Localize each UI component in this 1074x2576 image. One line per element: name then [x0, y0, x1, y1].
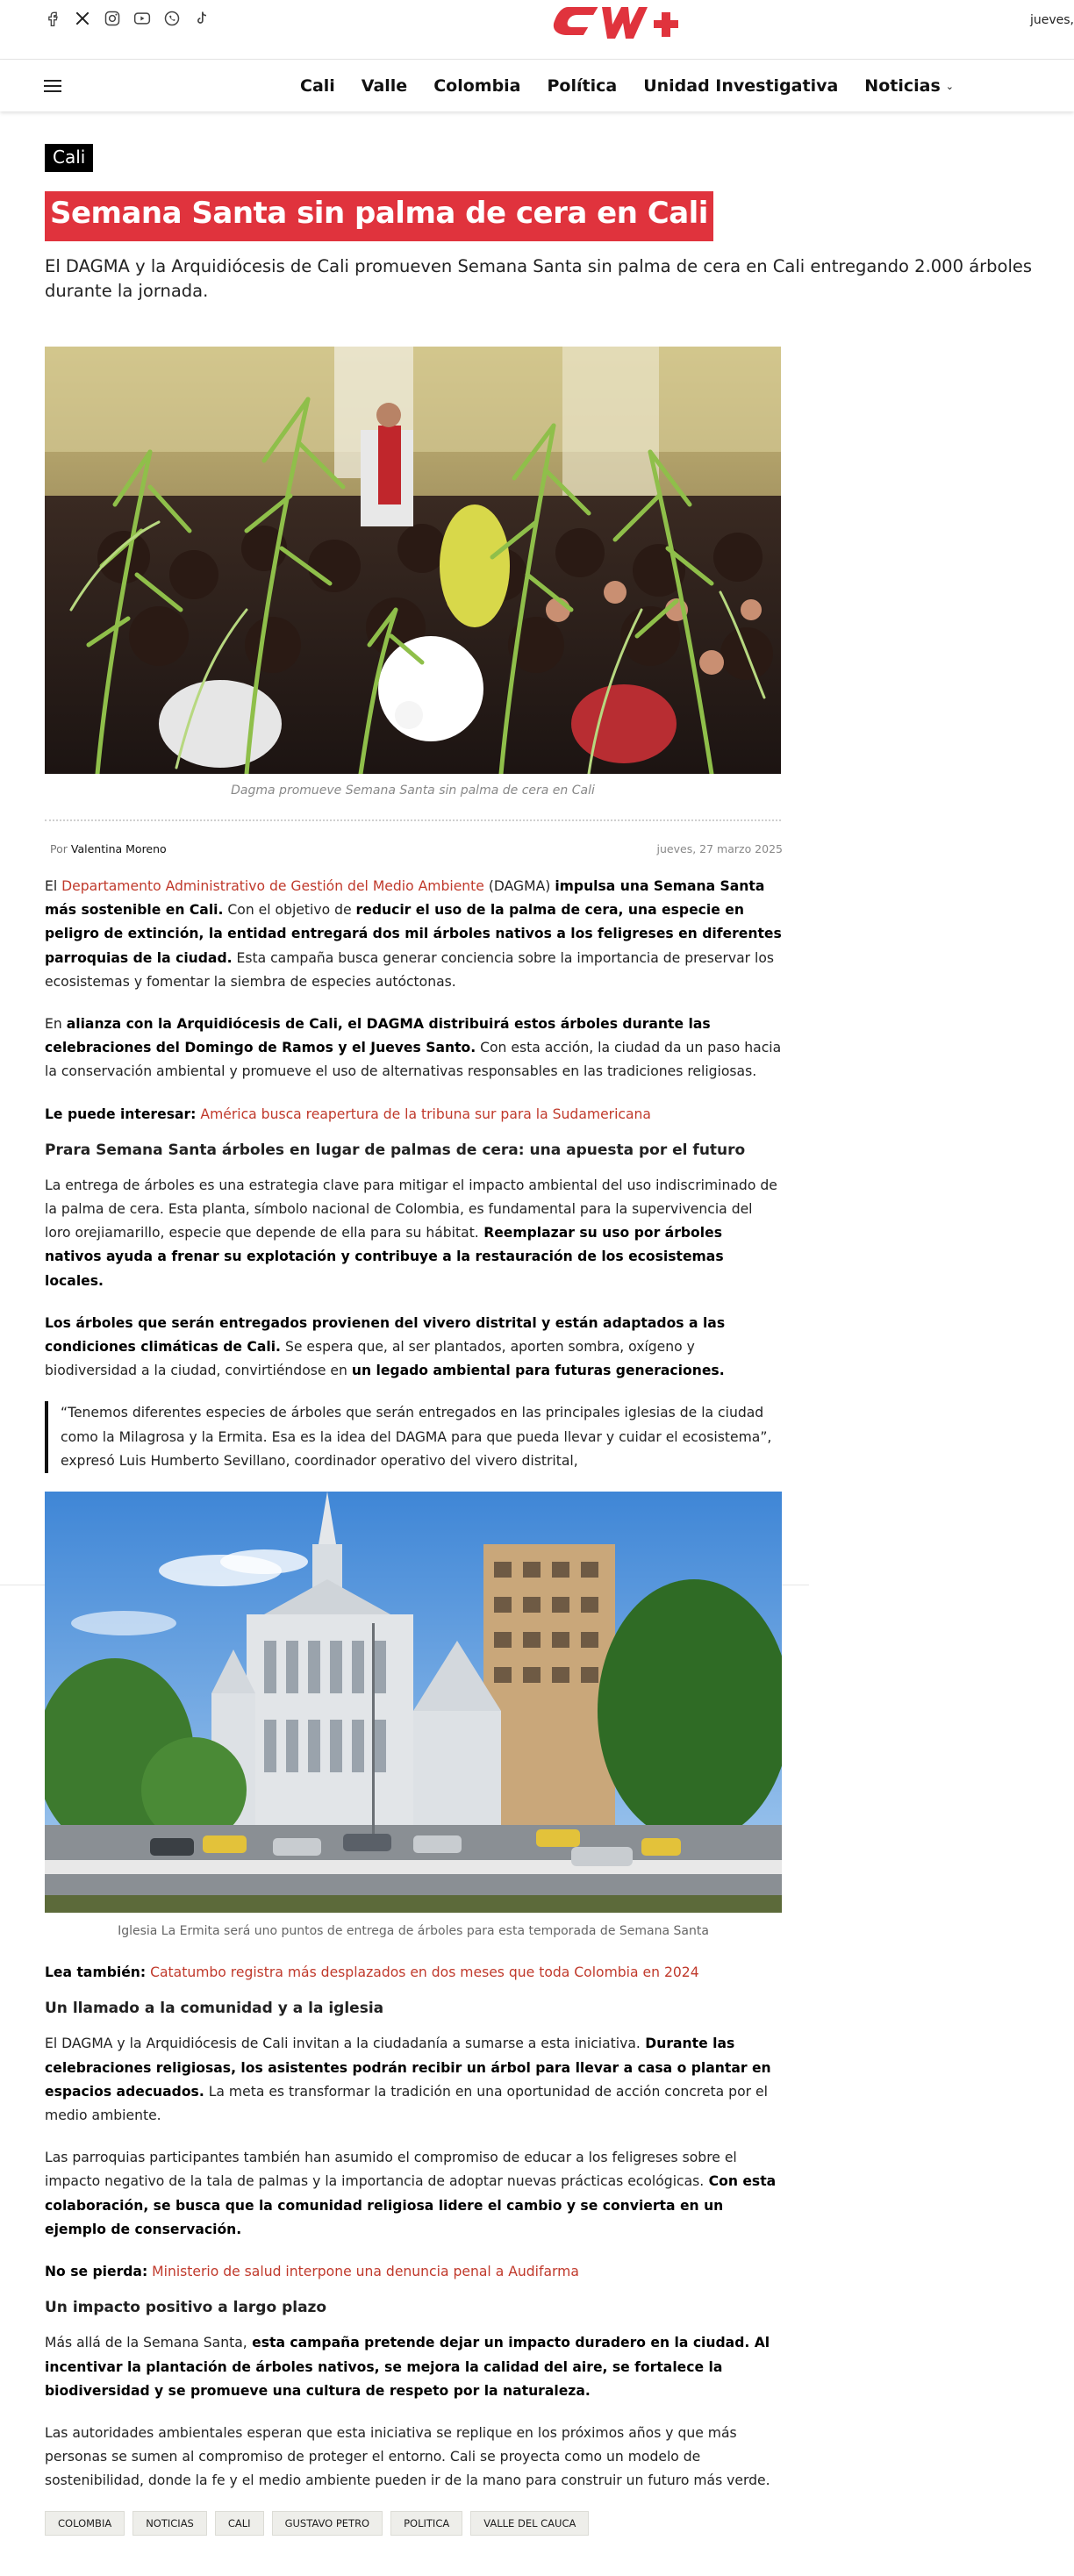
blockquote: “Tenemos diferentes especies de árboles que serán entregados en las principales iglesias de la ciudad como la Milagrosa y la Ermita. Esa es la idea del DAGMA para que pueda llevar y cuidar el ecosistema”, expresó Luis Humberto Sevillano, coordinador operativo del vivero distrital,	[45, 1401, 782, 1473]
youtube-icon[interactable]	[133, 9, 151, 28]
cw-logo[interactable]	[553, 4, 690, 42]
text: La entrega de árboles es una estrategia clave para mitigar el impacto ambiental del uso indiscriminado de la palma de cera. Esta planta, símbolo nacional de Colombia, es fundamental para la supervivencia del loro orejiamarillo, especie que depende de ella para su hábitat.	[45, 1177, 777, 1241]
bold-text: esta campaña pretende dejar un impacto duradero en la ciudad. Al incentivar la plantación de árboles nativos, se mejora la calidad del aire, se fortalece la biodiversidad y se promueve una cultura de respeto por la naturaleza.	[45, 2335, 770, 2399]
paragraph-4	[45, 1312, 782, 1384]
section-heading-3: Un impacto positivo a largo plazo	[45, 2299, 327, 2317]
divider	[45, 819, 781, 821]
paragraph-6	[45, 2146, 782, 2242]
category-badge[interactable]: Cali	[45, 144, 93, 172]
social-links	[44, 9, 211, 28]
text: En	[45, 1016, 67, 1033]
paragraph-7	[45, 2331, 782, 2403]
nav-item-noticias-label: Noticias	[864, 76, 941, 96]
byline	[50, 842, 167, 855]
nav-item-noticias[interactable]	[864, 76, 954, 96]
article-body	[45, 875, 782, 2512]
nav-item-unidad-investigativa[interactable]: Unidad Investigativa	[643, 76, 839, 96]
bold-text: Durante las celebraciones religiosas, los asistentes podrán recibir un árbol para llevar a casa o plantar en espacios adecuados.	[45, 2036, 771, 2100]
tag-noticias[interactable]: NOTICIAS	[132, 2511, 207, 2536]
tag-valle-del-cauca[interactable]: VALLE DEL CAUCA	[470, 2511, 589, 2536]
church-caption: Iglesia La Ermita será uno puntos de entrega de árboles para esta temporada de Semana Santa	[118, 1924, 709, 1939]
text: Esta campaña busca generar conciencia sobre la importancia de preservar los ecosistemas y fomentar la siembra de especies autóctonas.	[45, 949, 775, 990]
related-article-link[interactable]: América busca reapertura de la tribuna sur para la Sudamericana	[200, 1106, 651, 1122]
byline-prefix: Por	[50, 842, 68, 855]
publish-date: jueves, 27 marzo 2025	[656, 842, 783, 855]
text: Se espera que, al ser plantados, aporten sombra, oxígeno y biodiversidad a la ciudad, convirtiéndose en	[45, 1339, 695, 1379]
church-image	[45, 1492, 782, 1913]
facebook-icon[interactable]	[44, 9, 61, 28]
author-link[interactable]: Valentina Moreno	[70, 842, 167, 855]
paragraph-1	[45, 875, 782, 994]
related-link-3	[45, 2260, 782, 2284]
tag-colombia[interactable]: COLOMBIA	[45, 2511, 125, 2536]
tiktok-icon[interactable]	[193, 9, 211, 28]
hero-caption: Dagma promueve Semana Santa sin palma de cera en Cali	[231, 784, 595, 798]
related-label: Le puede interesar:	[45, 1106, 197, 1122]
x-icon[interactable]	[74, 9, 91, 28]
related-label: No se pierda:	[45, 2264, 148, 2280]
nav-item-valle[interactable]: Valle	[361, 76, 408, 96]
hero-image	[45, 347, 781, 774]
paragraph-8: Las autoridades ambientales esperan que esta iniciativa se replique en los próximos años y que más personas se sumen al compromiso de proteger el entorno. Cali se proyecta como un modelo de sostenibilidad, donde la fe y el medio ambiente pueden ir de la mano para construir un futuro más verde.	[45, 2424, 770, 2489]
text: Con el objetivo de	[223, 902, 356, 919]
paragraph-5	[45, 2032, 782, 2128]
bold-text: Reemplazar su uso por árboles nativos ayuda a frenar su explotación y contribuye a la restauración de los ecosistemas locales.	[45, 1225, 724, 1289]
bold-text: Los árboles que serán entregados provienen del vivero distrital y están adaptados a las condiciones climáticas de Cali.	[45, 1314, 726, 1356]
menu-icon[interactable]	[44, 79, 61, 93]
paragraph-3	[45, 1174, 782, 1293]
text: El DAGMA y la Arquidiócesis de Cali invitan a la ciudadanía a sumarse a esta iniciativa.	[45, 2036, 641, 2052]
chevron-down-icon: ⌄	[945, 80, 954, 92]
tag-list	[45, 2511, 589, 2536]
tag-cali[interactable]: CALI	[215, 2511, 264, 2536]
text: La meta es transformar la tradición en una oportunidad de acción concreta por el medio ambiente.	[45, 2083, 768, 2124]
text: El	[45, 878, 62, 894]
related-label: Lea también:	[45, 1964, 147, 1981]
main-navigation	[0, 61, 1074, 111]
bold-text: un legado ambiental para futuras generaciones.	[351, 1363, 725, 1379]
section-heading-1: Prara Semana Santa árboles en lugar de palmas de cera: una apuesta por el futuro	[45, 1141, 746, 1159]
article-title: Semana Santa sin palma de cera en Cali	[45, 191, 713, 241]
tag-politica[interactable]: POLITICA	[390, 2511, 462, 2536]
nav-item-cali[interactable]: Cali	[300, 76, 335, 96]
instagram-icon[interactable]	[104, 9, 121, 28]
nav-item-politica[interactable]: Política	[547, 76, 618, 96]
related-link-2	[45, 1961, 782, 1985]
dagma-link[interactable]: Departamento Administrativo de Gestión del Medio Ambiente	[61, 878, 484, 894]
bold-text: alianza con la Arquidiócesis de Cali, el DAGMA distribuirá estos árboles durante las celebraciones del Domingo de Ramos y el Jueves Santo.	[45, 1016, 711, 1056]
bold-text: reducir el uso de la palma de cera, una especie en peligro de extinción, la entidad entregará dos mil árboles nativos a los feligreses en diferentes parroquias de la ciudad.	[45, 902, 782, 966]
top-bar	[0, 0, 1074, 60]
text: Más allá de la Semana Santa,	[45, 2335, 247, 2351]
text: (DAGMA)	[483, 878, 555, 894]
paragraph-2	[45, 1013, 782, 1084]
article-subtitle: El DAGMA y la Arquidiócesis de Cali promueven Semana Santa sin palma de cera en Cali entregando 2.000 árboles durante la jornada.	[45, 256, 1033, 301]
bold-text: Con esta colaboración, se busca que la comunidad religiosa lidere el cambio y se convierta en un ejemplo de conservación.	[45, 2173, 777, 2237]
section-heading-2: Un llamado a la comunidad y a la iglesia	[45, 2000, 384, 2018]
bold-text: impulsa una Semana Santa más sostenible en Cali.	[45, 878, 765, 919]
header-date: jueves,	[1029, 13, 1074, 27]
text: Las parroquias participantes también han asumido el compromiso de educar a los feligreses sobre el impacto negativo de la tala de palmas y la importancia de adoptar nuevas prácticas ecológicas.	[45, 2150, 737, 2190]
related-article-link[interactable]: Ministerio de salud interpone una denuncia penal a Audifarma	[152, 2264, 579, 2280]
whatsapp-icon[interactable]	[163, 9, 181, 28]
nav-item-colombia[interactable]: Colombia	[433, 76, 521, 96]
text: Con esta acción, la ciudad da un paso hacia la conservación ambiental y promueve el uso de alternativas responsables en las tradiciones religiosas.	[45, 1040, 782, 1080]
related-link-1	[45, 1103, 782, 1127]
related-article-link[interactable]: Catatumbo registra más desplazados en dos meses que toda Colombia en 2024	[150, 1964, 699, 1981]
tag-gustavo-petro[interactable]: GUSTAVO PETRO	[272, 2511, 383, 2536]
